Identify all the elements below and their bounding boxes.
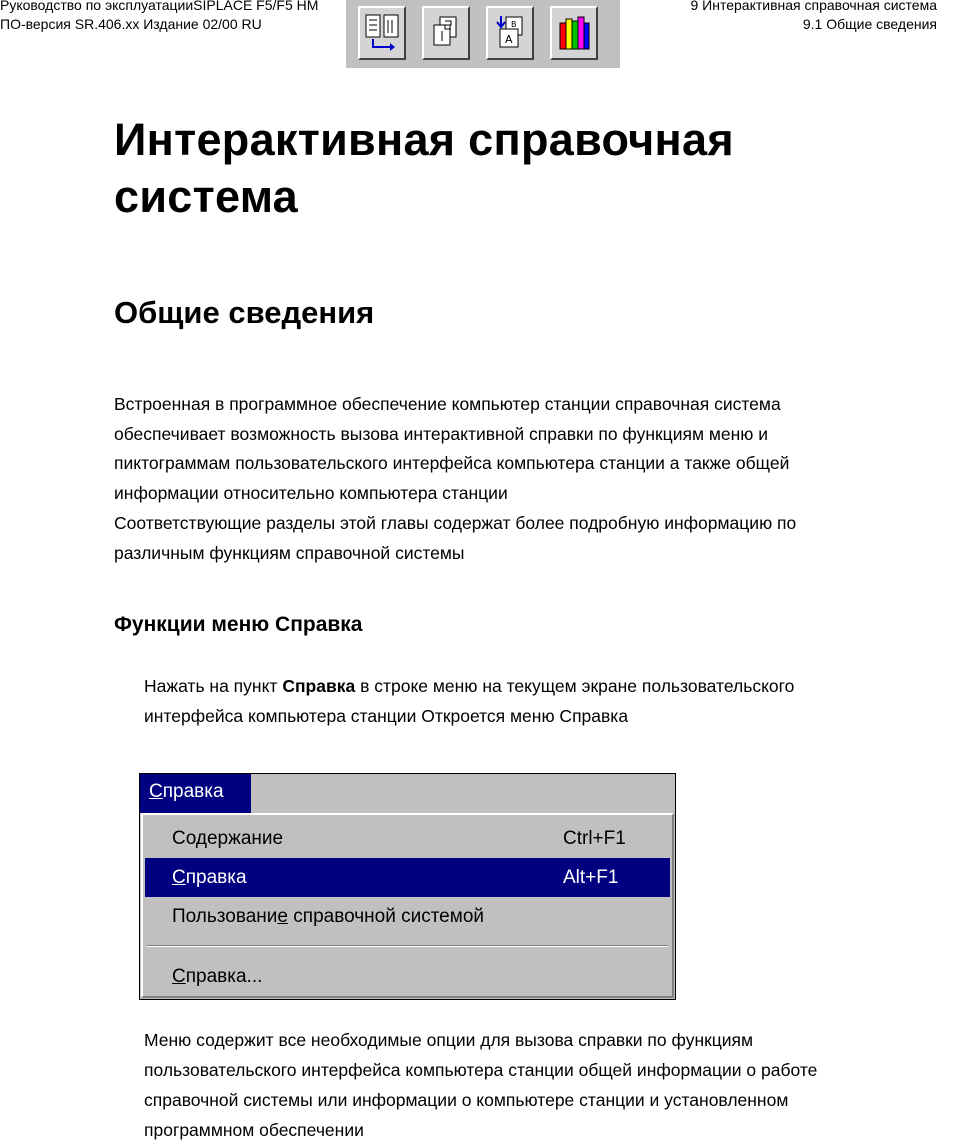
shortcut-label: Alt+F1 <box>563 867 619 888</box>
svg-text:B: B <box>511 20 517 29</box>
chapter-title: 9 Интерактивная справочная система <box>690 0 937 13</box>
menu-item-about[interactable]: Справка... <box>172 966 263 987</box>
intro-line: информации относительно компьютера станции <box>114 483 508 504</box>
bold-menu-term: Справка <box>282 676 356 696</box>
shortcut-label: Ctrl+F1 <box>563 828 626 849</box>
pages-button[interactable] <box>422 6 470 60</box>
description-line: пользовательского интерфейса компьютера станции общей информации о работе <box>144 1060 818 1080</box>
menu-item-help[interactable]: Справка Alt+F1 <box>145 858 670 897</box>
intro-line: обеспечивает возможность вызова интерактивной справки по функциям меню и <box>114 423 769 444</box>
edition-info: ПО-версия SR.406.xx Издание 02/00 RU <box>0 16 262 32</box>
description-line: программном обеспечении <box>144 1120 364 1140</box>
library-button[interactable] <box>550 6 598 60</box>
help-toolbar <box>346 0 620 68</box>
menu-item-using-help[interactable]: Пользование справочной системой <box>172 906 484 927</box>
search-index-icon <box>492 13 528 53</box>
instruction-line: Нажать на пункт Справка в строке меню на текущем экране пользовательского <box>144 676 795 696</box>
intro-line: Соответствующие разделы этой главы содержат более подробную информацию по <box>114 512 797 533</box>
manual-title: Руководство по эксплуатацииSIPLACE F5/F5 HM <box>0 0 319 13</box>
library-books-icon <box>556 13 592 53</box>
page-title: Интерактивная справочная система <box>114 114 734 222</box>
instruction-line: интерфейса компьютера станции Откроется меню Справка <box>144 706 629 726</box>
intro-paragraph <box>114 390 914 568</box>
subsection-title: Функции меню Справка <box>114 613 363 636</box>
description-line: Меню содержит все необходимые опции для вызова справки по функциям <box>144 1030 754 1050</box>
instruction-paragraph <box>144 671 934 731</box>
menubar-help[interactable]: Справка <box>140 774 251 813</box>
menu-separator <box>147 945 668 947</box>
menu-item-contents[interactable]: Содержание Ctrl+F1 <box>145 819 670 858</box>
description-line: справочной системы или информации о компьютере станции и установленном <box>144 1090 789 1110</box>
help-dropdown <box>141 813 674 998</box>
search-index-button[interactable] <box>486 6 534 60</box>
section-ref: 9.1 Общие сведения <box>802 16 937 32</box>
section-title: Общие сведения <box>114 295 375 330</box>
contents-icon <box>364 13 400 53</box>
contents-button[interactable] <box>358 6 406 60</box>
menu-description-paragraph <box>144 1025 944 1145</box>
header-left <box>0 0 318 34</box>
header-right <box>691 0 938 34</box>
intro-line: различным функциям справочной системы <box>114 542 465 563</box>
intro-line: Встроенная в программное обеспечение компьютер станции справочная система <box>114 394 781 414</box>
pages-icon <box>428 13 464 53</box>
help-menu-screenshot <box>139 773 676 1000</box>
svg-text:A: A <box>505 33 513 46</box>
intro-line: пиктограммам пользовательского интерфейса компьютера станции а также общей <box>114 453 790 474</box>
